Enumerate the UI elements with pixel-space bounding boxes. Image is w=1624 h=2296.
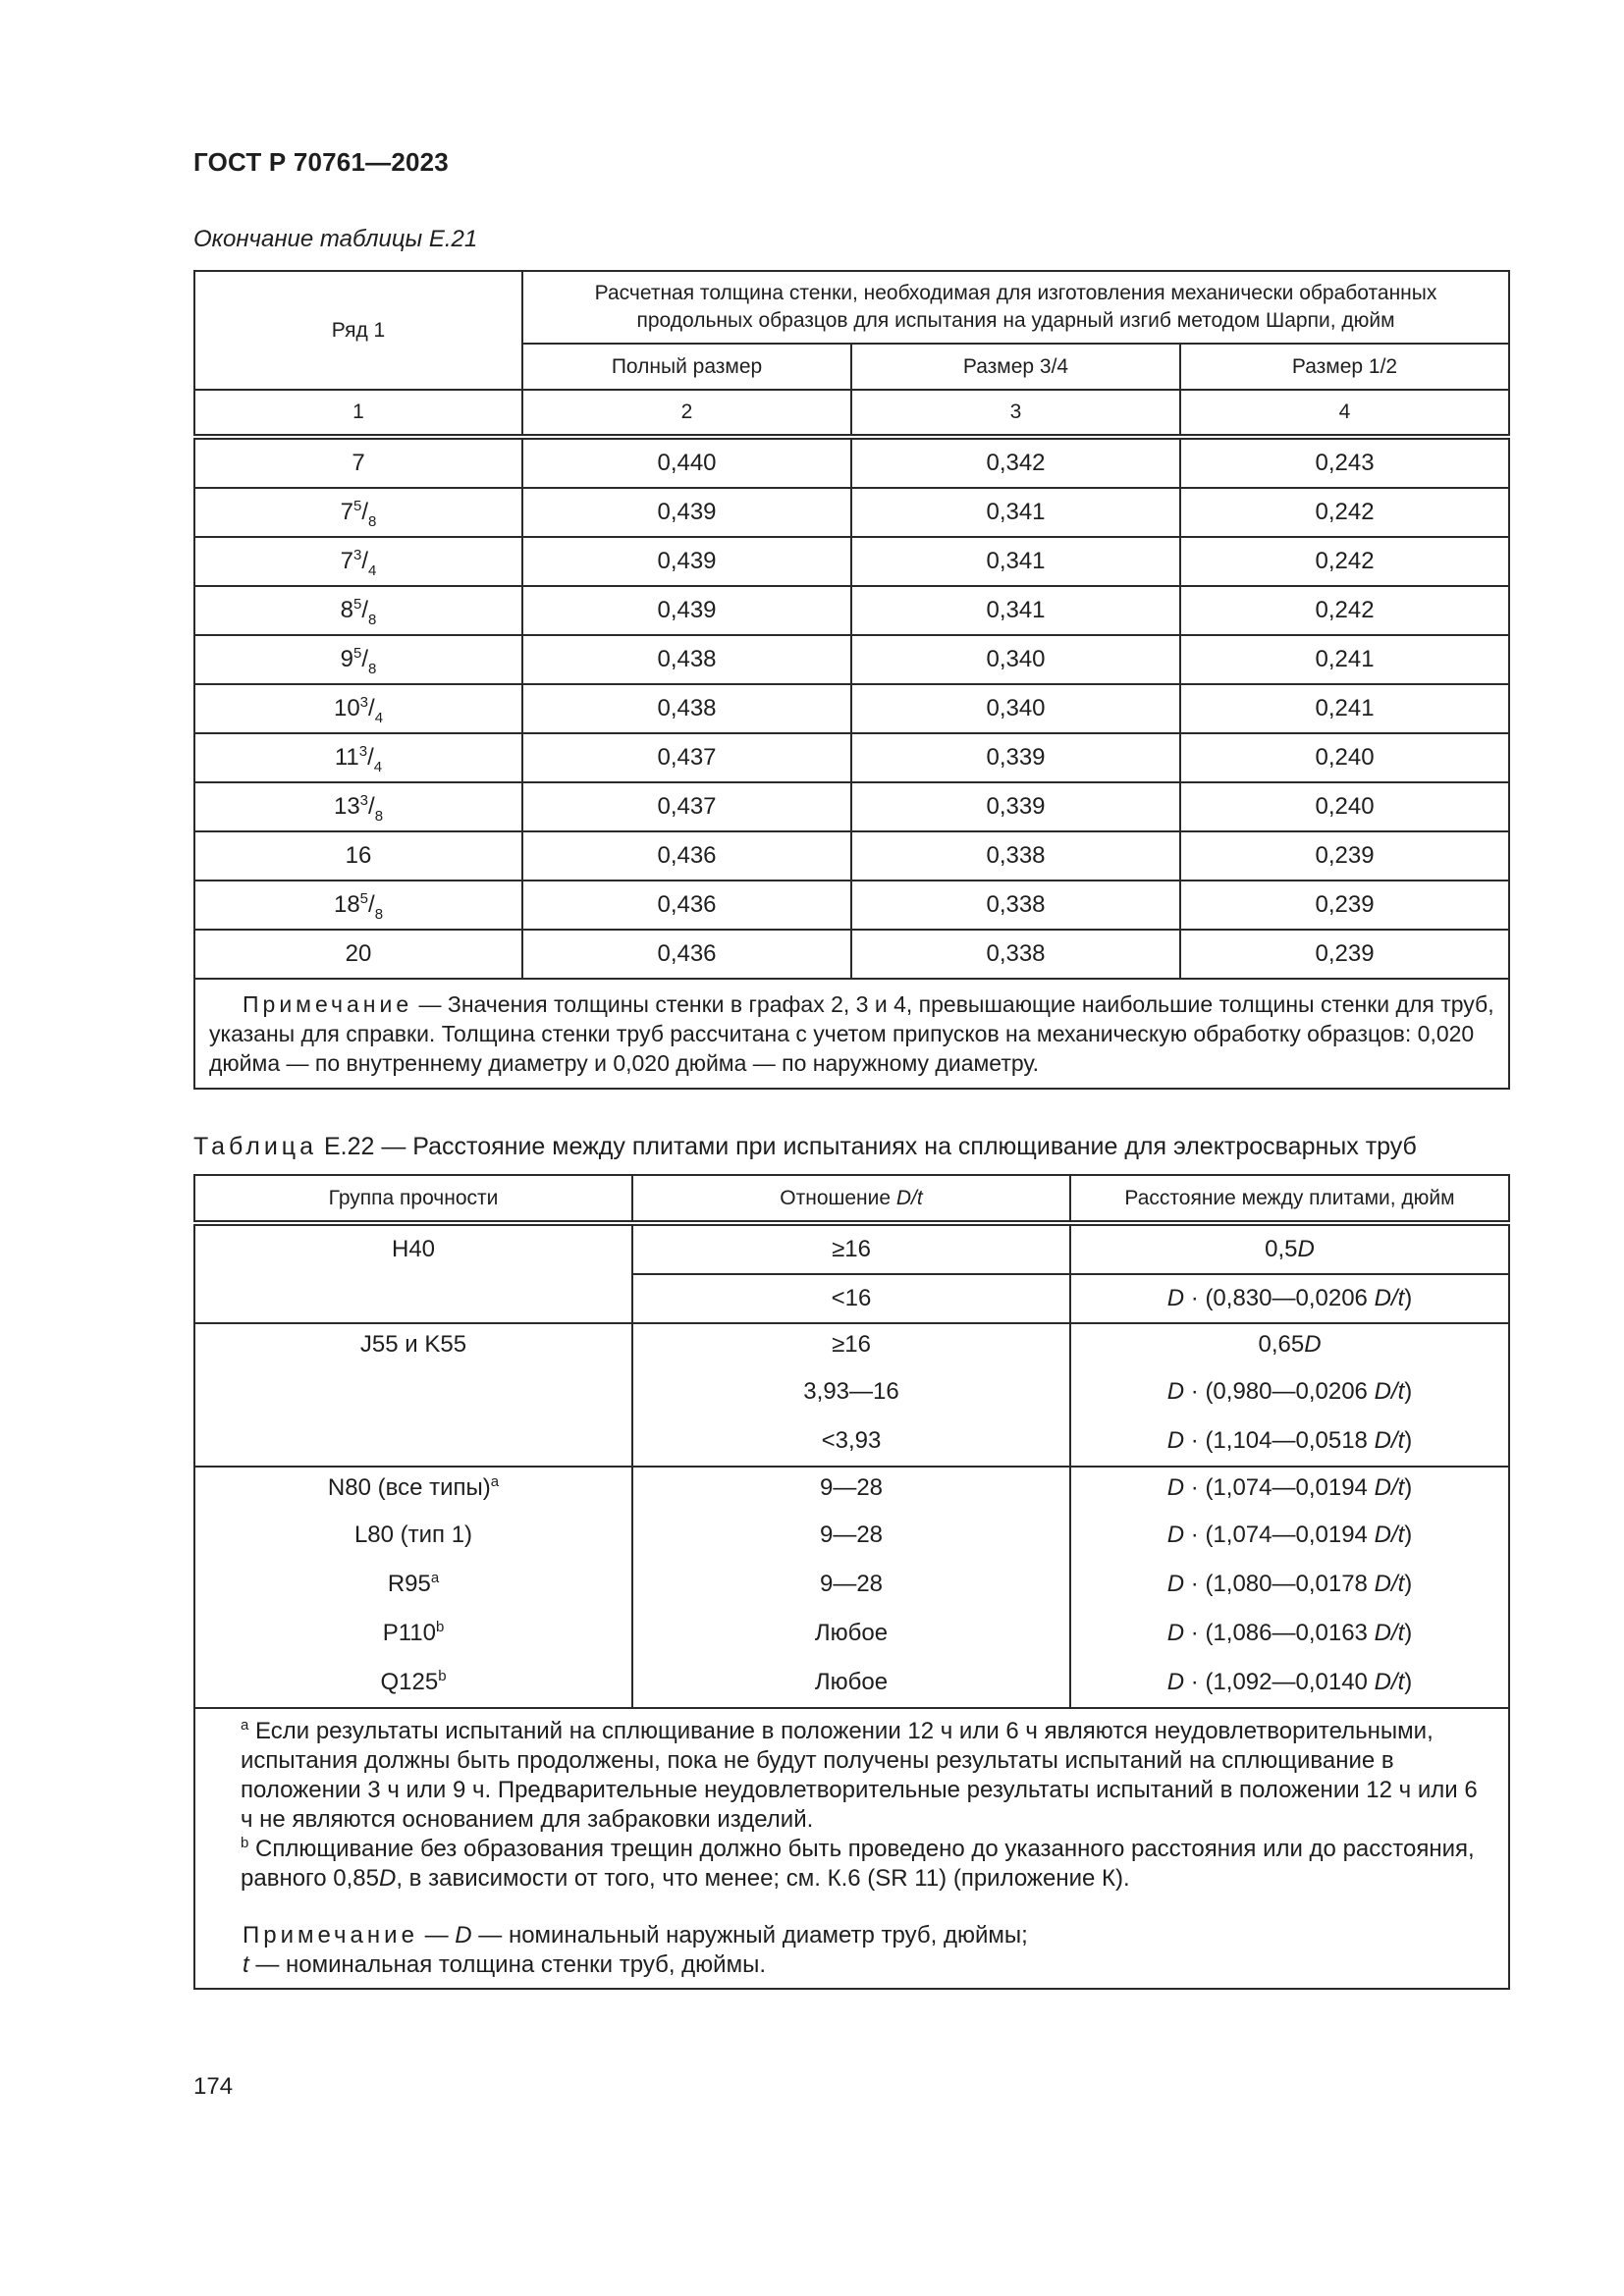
table-row <box>194 733 1509 782</box>
table-row <box>194 437 1509 488</box>
table-row <box>194 586 1509 635</box>
value-cell: 0,436 <box>522 831 851 881</box>
distance-cell: 0,5D <box>1070 1223 1509 1274</box>
ratio-cell-stack: ≥16 3,93—16 <3,93 <box>632 1323 1070 1467</box>
table-row <box>194 782 1509 831</box>
value-cell: 0,242 <box>1180 488 1509 537</box>
row-size-cell: 16 <box>194 831 522 881</box>
table-e21 <box>193 270 1510 1090</box>
row-size-cell: $7^5/_8$ <box>194 488 522 537</box>
ratio-cell: ≥16 <box>632 1223 1070 1274</box>
table-row <box>194 537 1509 586</box>
table-e21-continuation-title: Окончание таблицы Е.21 <box>193 226 478 252</box>
distance-value: D · (1,074—0,0194 D/t) <box>1166 1474 1413 1501</box>
value-cell: 0,239 <box>1180 831 1509 881</box>
page-number: 174 <box>193 2073 234 2100</box>
value-cell: 0,242 <box>1180 586 1509 635</box>
table-row <box>194 684 1509 733</box>
row-size-cell: $7^3/_4$ <box>194 537 522 586</box>
ratio-cell-stack <box>632 1467 1070 1708</box>
table-row <box>194 930 1509 979</box>
value-cell: 0,239 <box>1180 881 1509 930</box>
group-h40: Н40 <box>194 1223 632 1323</box>
note-label: Примечание <box>243 991 413 1017</box>
header-strength-group: Группа прочности <box>194 1175 632 1223</box>
column-number: 2 <box>522 390 851 437</box>
value-cell: 0,437 <box>522 782 851 831</box>
distance-cell-stack: 0,65D D · (0,980—0,0206 D/t) D · (1,104—0,0518 D/t) <box>1070 1323 1509 1467</box>
ratio-cell: <16 <box>632 1274 1070 1323</box>
strength-group: R95$^a$ <box>387 1570 440 1597</box>
ratio-value: 9—28 <box>819 1522 884 1548</box>
value-cell: 0,241 <box>1180 635 1509 684</box>
note-text: — Значения толщины стенки в графах 2, 3 и 4, превышающие наибольшие толщины стенки для труб, указаны для справки. Толщина стенки труб рассчитана с учетом припусков на механическую обработку образцов: 0,020 дюйма — по внутреннему диаметру и 0,020 дюйма — по наружному диаметру. <box>209 991 1494 1076</box>
value-cell: 0,340 <box>851 635 1180 684</box>
ratio-value: 9—28 <box>819 1474 884 1501</box>
group-cell-stack <box>194 1467 632 1708</box>
table-row <box>194 831 1509 881</box>
row-size-cell: $11^3/_4$ <box>194 733 522 782</box>
distance-cell-stack <box>1070 1467 1509 1708</box>
strength-group: P110$^b$ <box>382 1619 445 1646</box>
table-row <box>194 488 1509 537</box>
value-cell: 0,341 <box>851 488 1180 537</box>
value-cell: 0,338 <box>851 831 1180 881</box>
table-row <box>194 881 1509 930</box>
value-cell: 0,439 <box>522 586 851 635</box>
value-cell: 0,243 <box>1180 437 1509 488</box>
table-e21-note <box>194 979 1509 1089</box>
strength-group: N80 (все типы)$^a$ <box>327 1473 500 1501</box>
ratio-value: 9—28 <box>819 1571 884 1597</box>
value-cell: 0,437 <box>522 733 851 782</box>
distance-value: D · (1,086—0,0163 D/t) <box>1166 1620 1413 1646</box>
value-cell: 0,339 <box>851 733 1180 782</box>
value-cell: 0,341 <box>851 586 1180 635</box>
distance-cell: D · (0,830—0,0206 D/t) <box>1070 1274 1509 1323</box>
header-wall-thickness-group: Расчетная толщина стенки, необходимая для изготовления механически обработанных продольных образцов для испытания на ударный изгиб методом Шарпи, дюйм <box>522 271 1509 344</box>
strength-group: L80 (тип 1) <box>353 1522 473 1548</box>
value-cell: 0,341 <box>851 537 1180 586</box>
row-size-cell: 7 <box>194 437 522 488</box>
value-cell: 0,339 <box>851 782 1180 831</box>
value-cell: 0,240 <box>1180 733 1509 782</box>
group-j55-k55: J55 и K55 <box>194 1323 632 1467</box>
value-cell: 0,340 <box>851 684 1180 733</box>
table-e22 <box>193 1174 1510 1990</box>
table-row <box>194 635 1509 684</box>
row-size-cell: 20 <box>194 930 522 979</box>
row-size-cell: $9^5/_8$ <box>194 635 522 684</box>
column-number: 1 <box>194 390 522 437</box>
value-cell: 0,440 <box>522 437 851 488</box>
row-size-cell: $8^5/_8$ <box>194 586 522 635</box>
header-row-1-column: Ряд 1 <box>194 271 522 390</box>
value-cell: 0,240 <box>1180 782 1509 831</box>
value-cell: 0,239 <box>1180 930 1509 979</box>
ratio-value: Любое <box>814 1620 889 1646</box>
value-cell: 0,438 <box>522 635 851 684</box>
value-cell: 0,439 <box>522 488 851 537</box>
row-size-cell: $18^5/_8$ <box>194 881 522 930</box>
distance-value: D · (1,074—0,0194 D/t) <box>1166 1522 1413 1548</box>
header-size-3-4: Размер 3/4 <box>851 344 1180 390</box>
value-cell: 0,436 <box>522 930 851 979</box>
ratio-value: Любое <box>814 1669 889 1695</box>
document-code: ГОСТ Р 70761—2023 <box>193 147 449 177</box>
header-ratio: Отношение D/t <box>632 1175 1070 1223</box>
column-number: 3 <box>851 390 1180 437</box>
row-size-cell: $13^3/_8$ <box>194 782 522 831</box>
value-cell: 0,439 <box>522 537 851 586</box>
header-plate-distance: Расстояние между плитами, дюйм <box>1070 1175 1509 1223</box>
value-cell: 0,338 <box>851 930 1180 979</box>
strength-group: Q125$^b$ <box>380 1668 447 1695</box>
value-cell: 0,242 <box>1180 537 1509 586</box>
distance-value: D · (1,092—0,0140 D/t) <box>1166 1669 1413 1695</box>
header-full-size: Полный размер <box>522 344 851 390</box>
value-cell: 0,241 <box>1180 684 1509 733</box>
distance-value: D · (1,080—0,0178 D/t) <box>1166 1571 1413 1597</box>
column-number: 4 <box>1180 390 1509 437</box>
value-cell: 0,342 <box>851 437 1180 488</box>
table-e22-title: Таблица Е.22 — Расстояние между плитами при испытаниях на сплющивание для электросварных труб <box>193 1133 1417 1160</box>
value-cell: 0,438 <box>522 684 851 733</box>
value-cell: 0,436 <box>522 881 851 930</box>
header-size-1-2: Размер 1/2 <box>1180 344 1509 390</box>
row-size-cell: $10^3/_4$ <box>194 684 522 733</box>
table-e22-footnotes: $^a$ Если результаты испытаний на сплющивание в положении 12 ч или 6 ч являются неудовлетворительными, испытания должны быть продолжены, пока не будут получены результаты испытаний на сплющивание в положении 3 ч или 9 ч. Предварительные неудовлетворительные результаты испытаний в положении 12 ч или 6 ч не являются основанием для забраковки изделий. $^b$ Сплющивание без образования трещин должно быть проведено до указанного расстояния или до расстояния, равного 0,85D, в зависимости от того, что менее; см. К.6 (SR 11) (приложение К). Примечание — D — номинальный наружный диаметр труб, дюймы; t — номинальная толщина стенки труб, дюймы. <box>194 1708 1509 1989</box>
value-cell: 0,338 <box>851 881 1180 930</box>
